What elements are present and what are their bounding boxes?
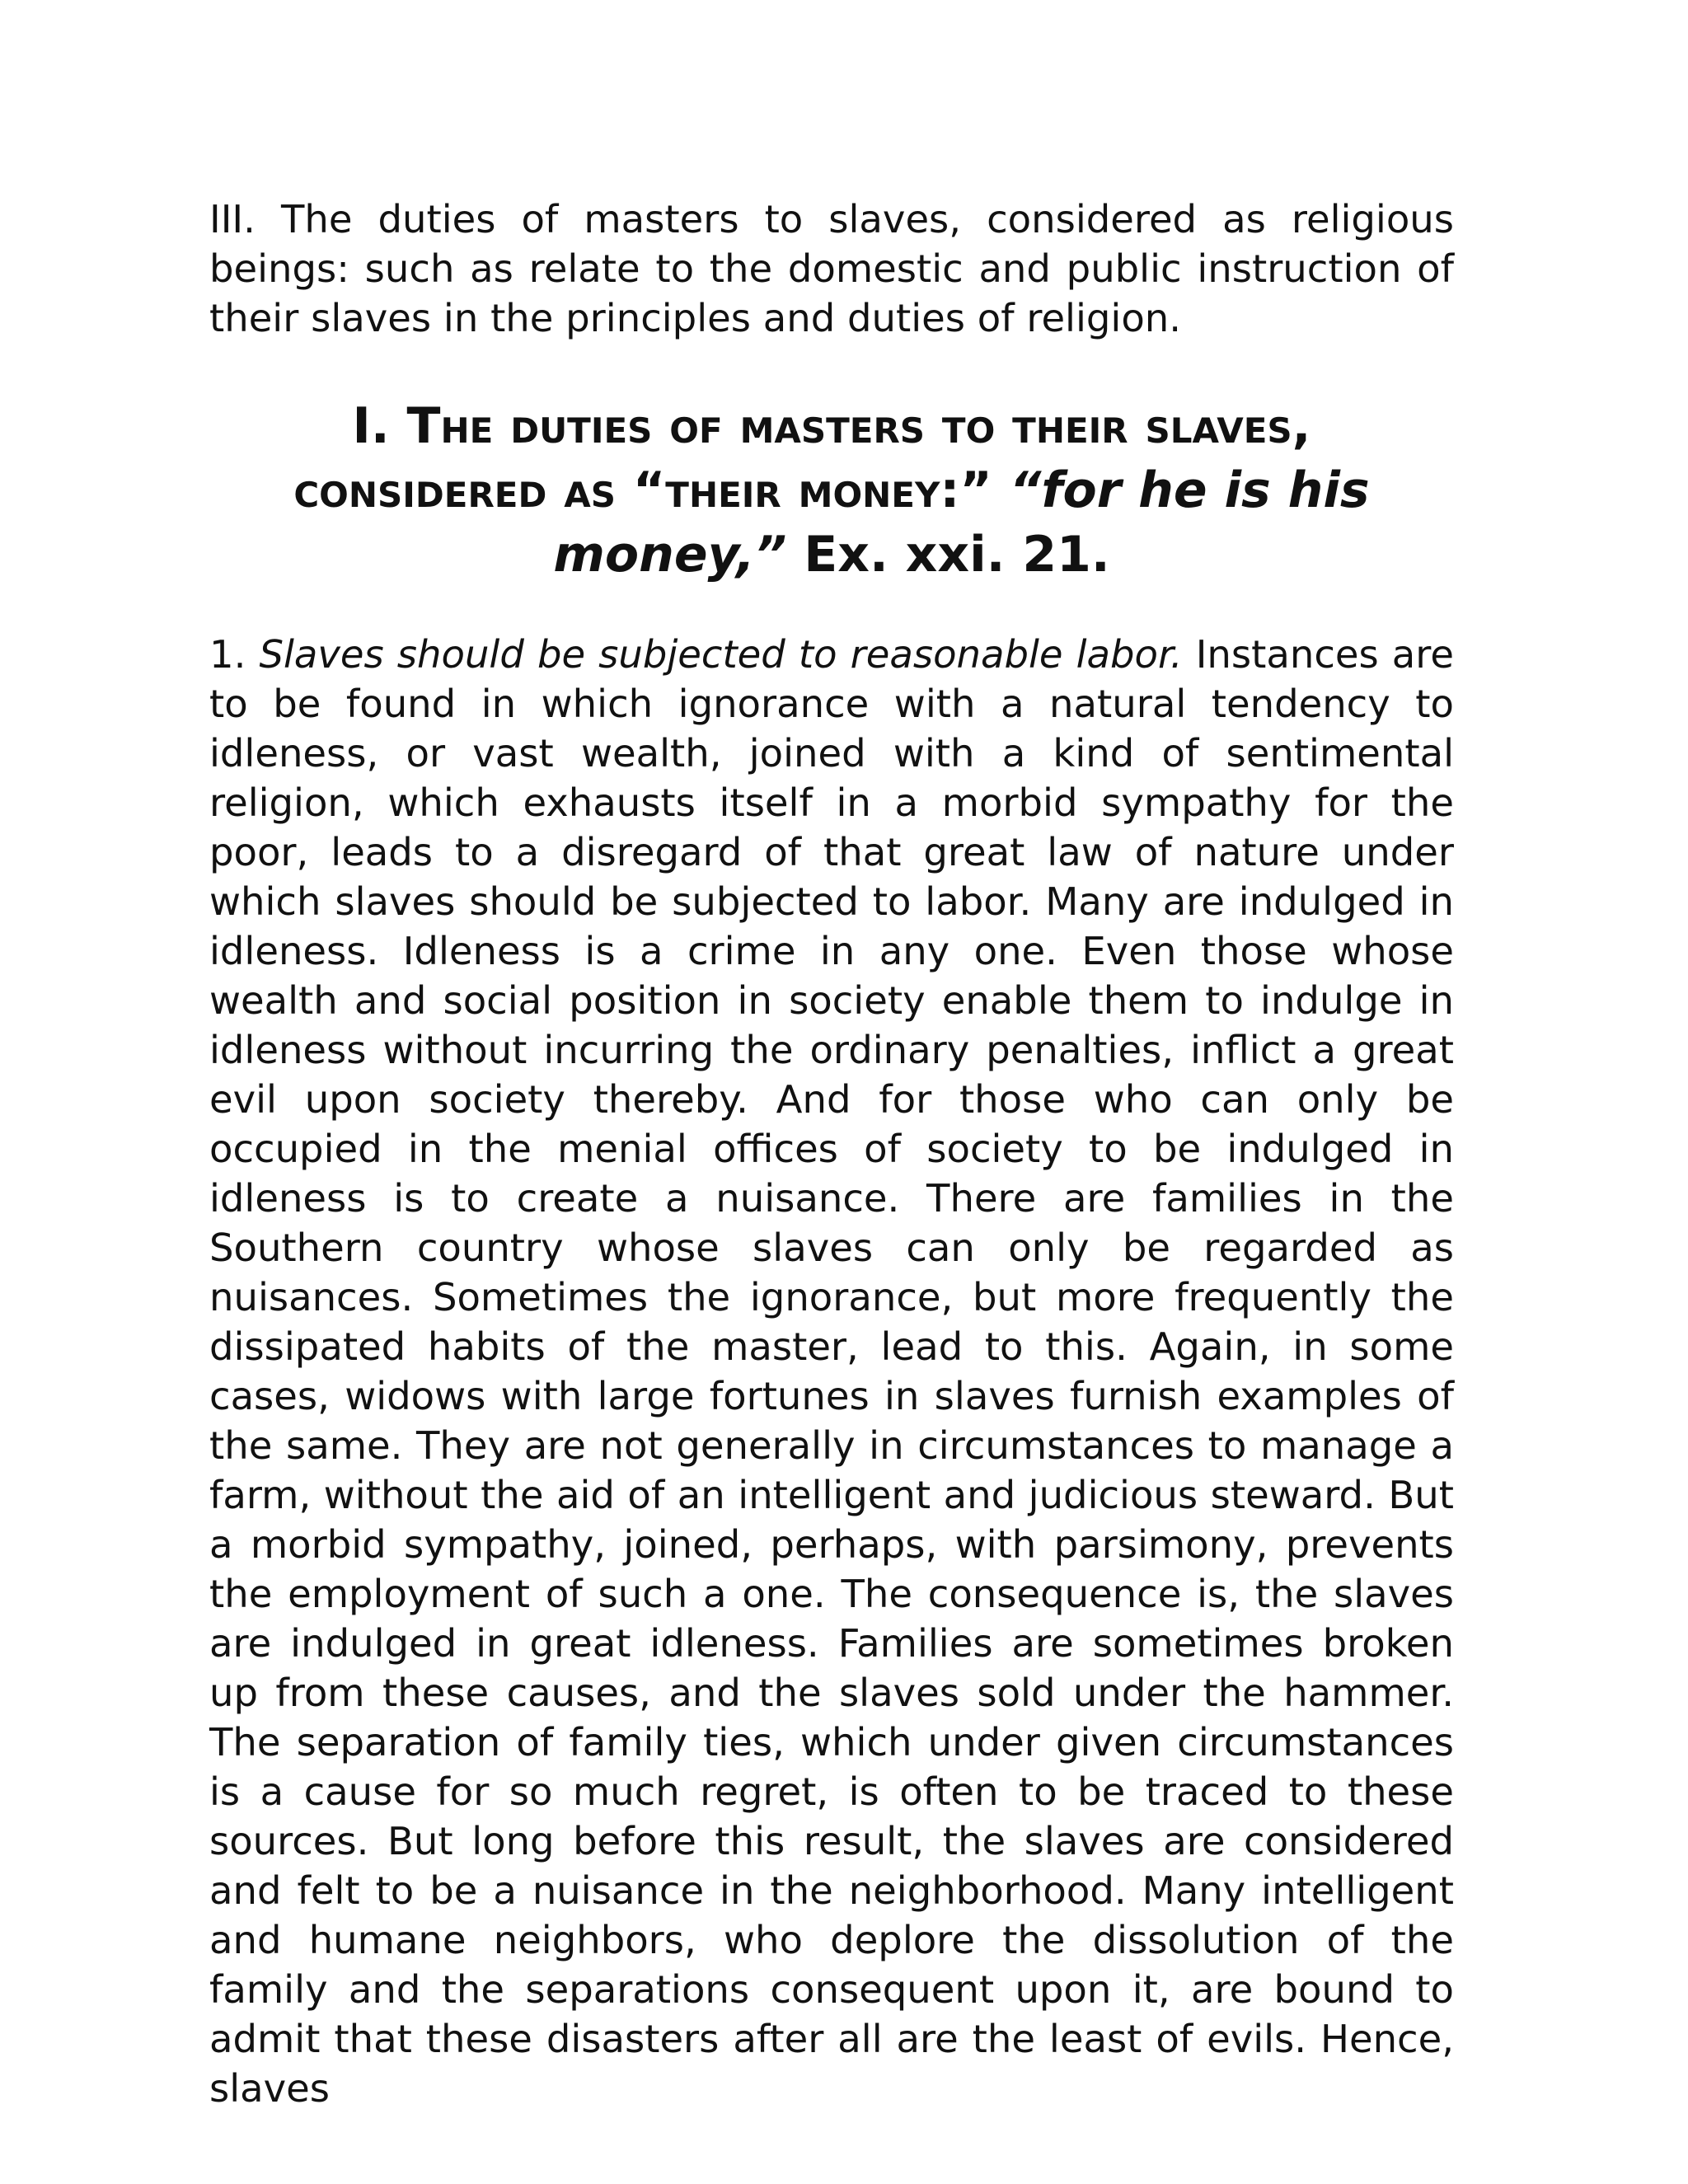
section-1-paragraph [209,630,1454,2113]
document-page [209,194,1454,2113]
intro-paragraph: III. The duties of masters to slaves, considered as religious beings: such as relate to the domestic and public instruction of their slaves in the principles and duties of religion. [209,197,1454,340]
section-heading [209,394,1454,587]
heading-reference: Ex. xxi. 21. [786,526,1110,583]
heading-main: I. The duties of masters to their slaves, considered as “their money:” [293,397,1311,519]
section-1-number: 1. [209,632,260,677]
section-1-lead: Slaves should be subjected to reasonable labor. [259,632,1183,677]
section-1-body: Instances are to be found in which ignorance with a natural tendency to idleness, or vast wealth, joined with a kind of sentimental religion, which exhausts itself in a morbid sympathy for the poor, leads to a disregard of that great law of nature under which slaves should be subjected to labor. Many are indulged in idleness. Idleness is a crime in any one. Even those whose wealth and social position in society enable them to indulge in idleness without incurring the ordinary penalties, inflict a great evil upon society thereby. And for those who can only be occupied in the menial offices of society to be indulged in idleness is to create a nuisance. There are families in the Southern country whose slaves can only be regarded as nuisances. Sometimes the ignorance, but more frequently the dissipated habits of the master, lead to this. Again, in some cases, widows with large fortunes in slaves furnish examples of the same. They are not generally in circumstances to manage a farm, without the aid of an intelligent and judicious steward. But a morbid sympathy, joined, perhaps, with parsimony, prevents the employment of such a one. The consequence is, the slaves are indulged in great idleness. Families are sometimes broken up from these causes, and the slaves sold under the hammer. The separation of family ties, which under given circumstances is a cause for so much regret, is often to be traced to these sources. But long before this result, the slaves are considered and felt to be a nuisance in the neighborhood. Many intelligent and humane neighbors, who deplore the dissolution of the family and the separations consequent upon it, are bound to admit that these disasters after all are the least of evils. Hence, slaves [209,632,1454,2111]
heading-quote: “for he is his money,” [553,462,1370,583]
